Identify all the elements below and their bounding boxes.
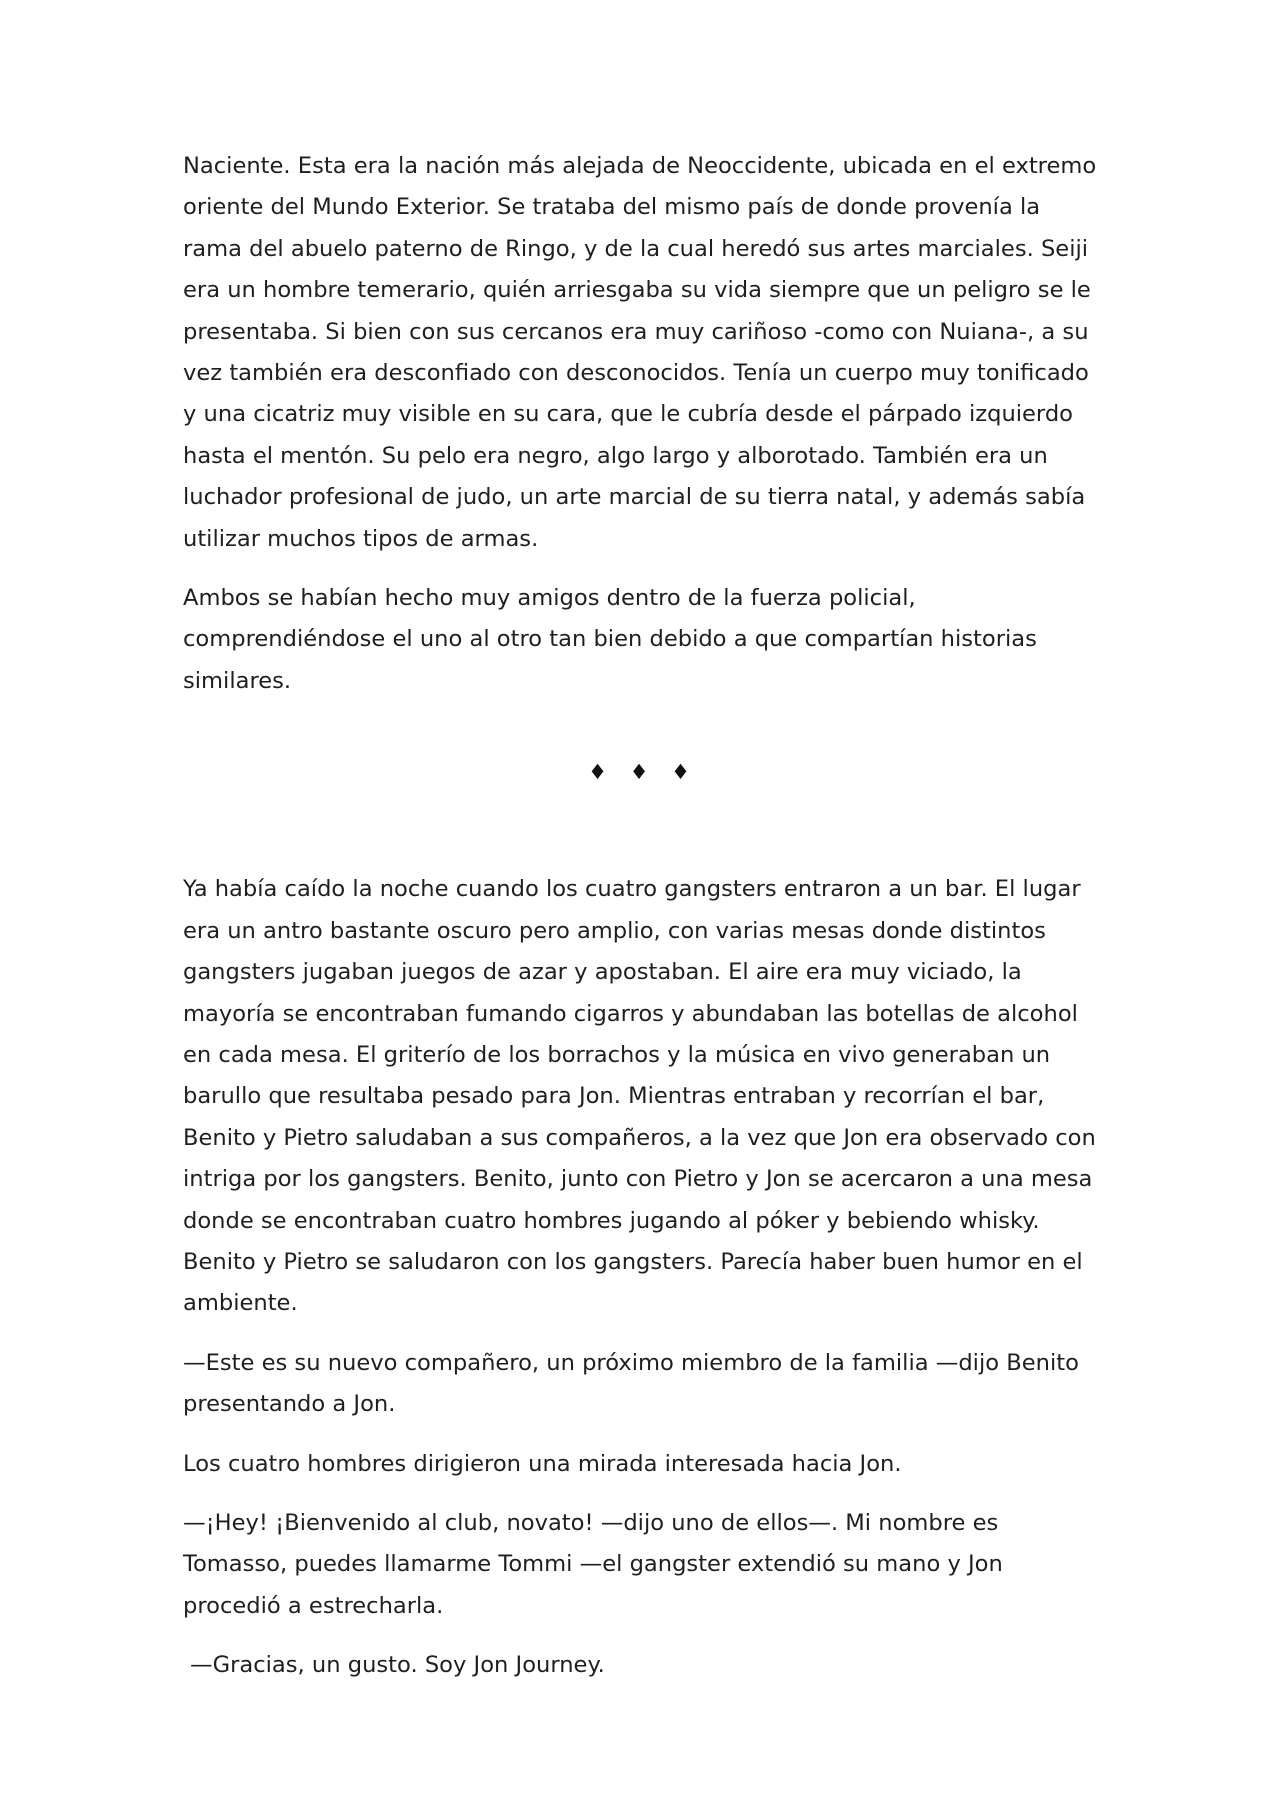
paragraph-bar-scene: Ya había caído la noche cuando los cuatro gangsters entraron a un bar. El lugar era un antro bastante oscuro pero amplio, con varias mesas donde distintos gangsters jugaban juegos de azar y apostaban. El aire era muy viciado, la mayoría se encontraban fumando cigarros y abundaban las botellas de alcohol en cada mesa. El griterío de los borrachos y la música en vivo generaban un barullo que resultaba pesado para Jon. Mientras entraban y recorrían el bar, Benito y Pietro saludaban a sus compañeros, a la vez que Jon era observado con intriga por los gangsters. Benito, junto con Pietro y Jon se acercaron a una mesa donde se encontraban cuatro hombres jugando al póker y bebiendo whisky. Benito y Pietro se saludaron con los gangsters. Parecía haber buen humor en el ambiente. — [183, 876, 1096, 1317]
body-text — [183, 146, 1103, 1705]
paragraph-seiji-description: Naciente. Esta era la nación más alejada de Neoccidente, ubicada en el extremo oriente del Mundo Exterior. Se trataba del mismo país de donde provenía la rama del abuelo paterno de Ringo, y de la cual heredó sus artes marciales. Seiji era un hombre temerario, quién arriesgaba su vida siempre que un peligro se le presentaba. Si bien con sus cercanos era muy cariñoso -como con Nuiana-, a su vez también era desconfiado con desconocidos. Tenía un cuerpo muy tonificado y una cicatriz muy visible en su cara, que le cubría desde el párpado izquierdo hasta el mentón. Su pelo era negro, algo largo y alborotado. También era un luchador profesional de judo, un arte marcial de su tierra natal, y además sabía utilizar muchos tipos de armas. — [183, 153, 1097, 552]
paragraph-friendship: Ambos se habían hecho muy amigos dentro de la fuerza policial, comprendiéndose el uno al otro tan bien debido a que compartían historias similares. — [183, 585, 1037, 694]
jon-reply-text: —Gracias, un gusto. Soy Jon Journey. — [190, 1652, 605, 1679]
paragraph-jon-reply — [183, 1645, 1103, 1686]
paragraph-benito-introduction: —Este es su nuevo compañero, un próximo miembro de la familia —dijo Benito presentando a Jon. — [183, 1349, 1079, 1418]
section-break — [183, 720, 1103, 869]
paragraph-men-look: Los cuatro hombres dirigieron una mirada interesada hacia Jon. — [183, 1450, 902, 1477]
paragraph-tomasso-greeting: —¡Hey! ¡Bienvenido al club, novato! —dijo uno de ellos—. Mi nombre es Tomasso, puedes llamarme Tommi —el gangster extendió su mano y Jon procedió a estrecharla. — [183, 1509, 1003, 1619]
section-break-diamonds: ♦ ♦ ♦ — [588, 760, 698, 785]
